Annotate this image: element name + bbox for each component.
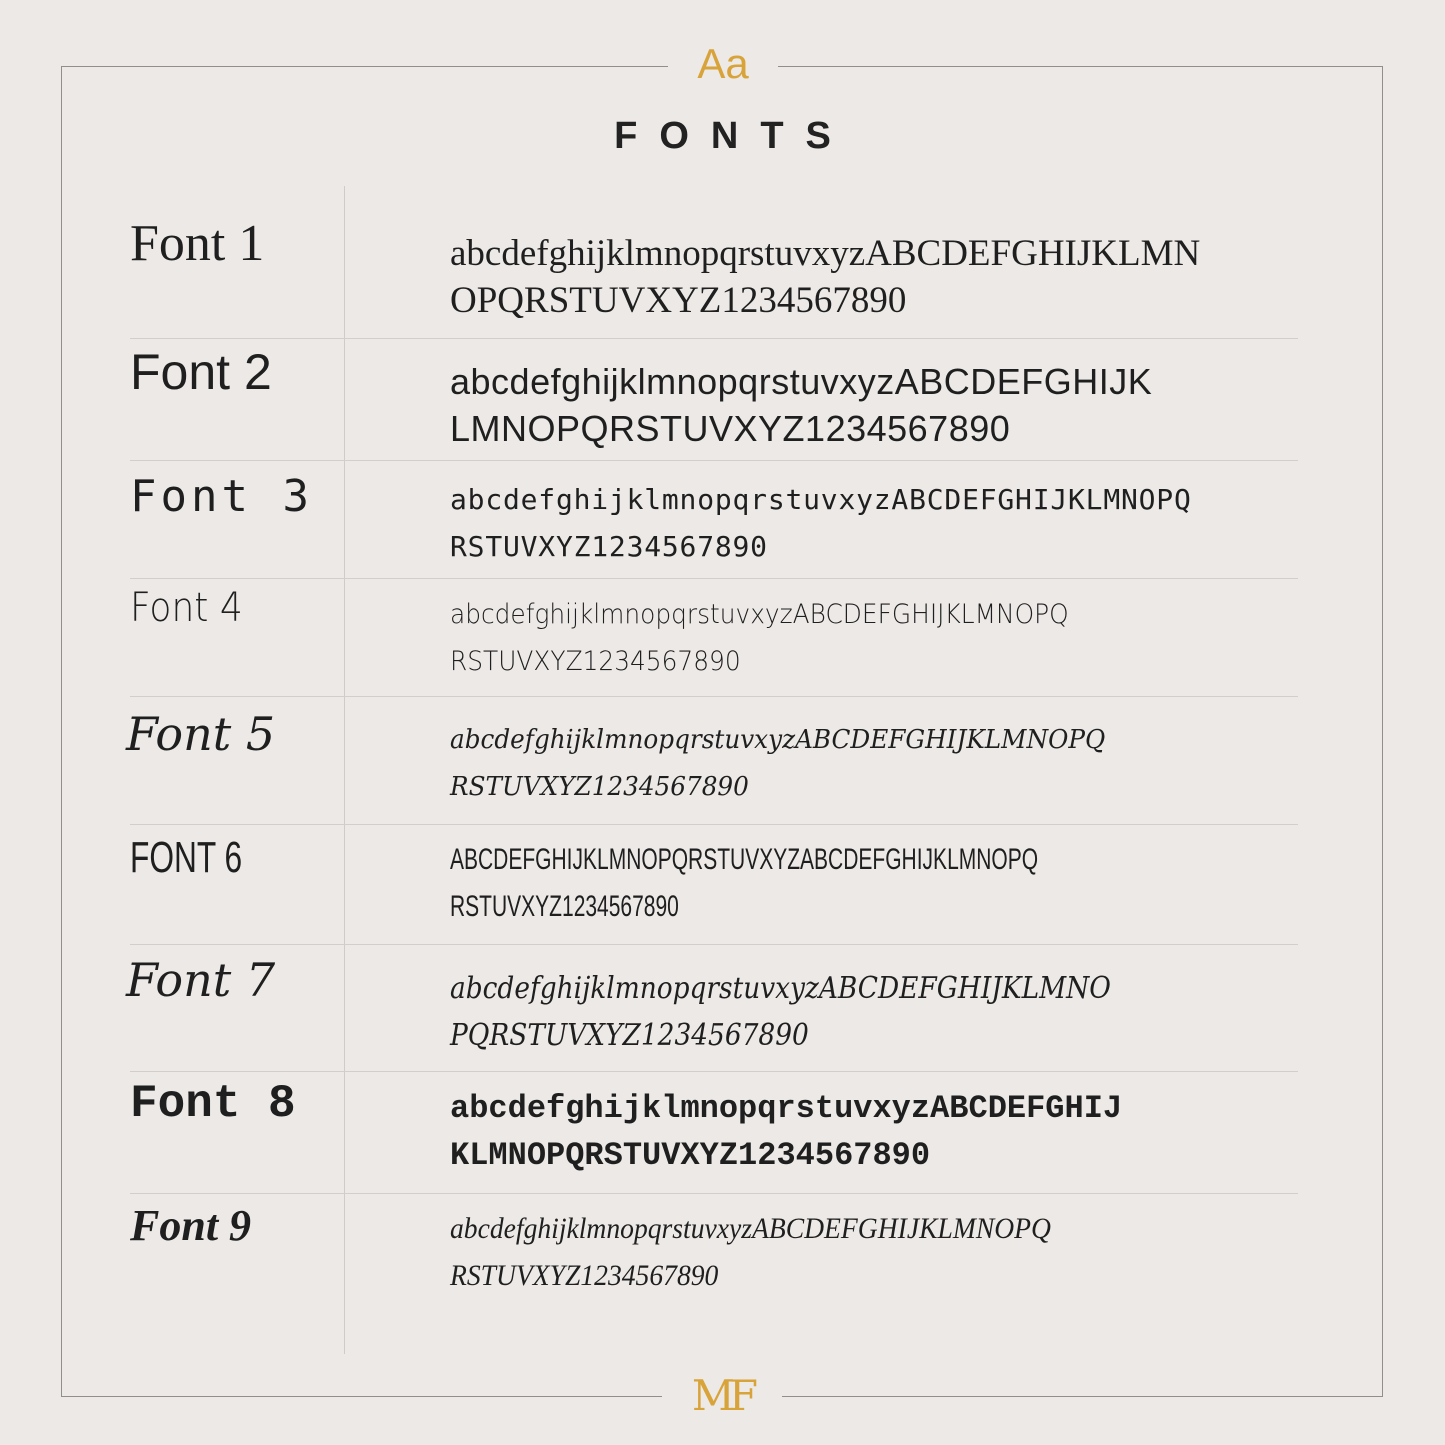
sample-line-2: KLMNOPQRSTUVXYZ1234567890 <box>450 1137 931 1174</box>
font-sample <box>450 483 1300 577</box>
sample-line-2: RSTUVXYZ1234567890 <box>450 1259 719 1292</box>
sample-line-2: RSTUVXYZ1234567890 <box>450 530 768 563</box>
font-sample <box>450 725 1258 819</box>
font-name: Font 4 <box>130 585 243 631</box>
font-sample <box>450 361 1300 455</box>
font-name: Font 8 <box>130 1078 296 1130</box>
font-name: Font 9 <box>130 1201 252 1250</box>
font-sample <box>450 599 1232 693</box>
font-name: FONT 6 <box>130 833 243 882</box>
font-sample <box>450 232 1300 326</box>
font-sample <box>450 843 1045 937</box>
font-name: Font 2 <box>130 344 272 400</box>
font-name: Font 7 <box>126 953 276 1007</box>
font-name: Font 1 <box>130 215 265 272</box>
sample-line-2: RSTUVXYZ1234567890 <box>450 890 679 923</box>
sample-line-1: abcdefghijklmnopqrstuvxyzABCDEFGHIJKLMN <box>450 233 1201 274</box>
font-row-6 <box>130 825 1298 945</box>
sample-line-1: abcdefghijklmnopqrstuvxyzABCDEFGHIJK <box>450 361 1153 402</box>
font-row-2 <box>130 339 1298 461</box>
sample-line-2: PQRSTUVXYZ1234567890 <box>450 1018 809 1053</box>
sample-line-1: abcdefghijklmnopqrstuvxyzABCDEFGHIJKLMNOPQ <box>450 599 1069 630</box>
page-title: FONTS <box>614 115 853 157</box>
sample-line-1: abcdefghijklmnopqrstuvxyzABCDEFGHIJKLMNOPQ <box>450 725 1106 755</box>
sample-line-2: OPQRSTUVXYZ1234567890 <box>450 280 907 321</box>
font-sample <box>450 971 1198 1065</box>
aa-logo-icon: Aa <box>668 36 778 92</box>
font-row-9 <box>130 1194 1298 1354</box>
mf-logo-icon: MF <box>662 1368 782 1424</box>
sample-line-1: abcdefghijklmnopqrstuvxyzABCDEFGHIJ <box>450 1090 1123 1127</box>
font-row-3 <box>130 461 1298 579</box>
font-row-1 <box>130 186 1298 339</box>
font-sample <box>450 1090 1300 1184</box>
font-row-4 <box>130 579 1298 697</box>
sample-line-1: abcdefghijklmnopqrstuvxyzABCDEFGHIJKLMNO <box>450 971 1111 1006</box>
font-name: Font 5 <box>126 707 276 761</box>
sample-line-2: RSTUVXYZ1234567890 <box>450 646 741 677</box>
font-name: Font 3 <box>130 471 313 522</box>
sample-line-1: abcdefghijklmnopqrstuvxyzABCDEFGHIJKLMNOPQ <box>450 483 1192 516</box>
sample-line-1: abcdefghijklmnopqrstuvxyzABCDEFGHIJKLMNOPQ <box>450 1212 1051 1245</box>
font-sample <box>450 1212 1232 1306</box>
sample-line-1: ABCDEFGHIJKLMNOPQRSTUVXYZABCDEFGHIJKLMNOPQ <box>450 843 1039 876</box>
sample-line-2: LMNOPQRSTUVXYZ1234567890 <box>450 408 1011 449</box>
font-row-7 <box>126 945 1298 1072</box>
sample-line-2: RSTUVXYZ1234567890 <box>450 772 749 802</box>
font-row-8 <box>130 1072 1298 1194</box>
font-row-5 <box>126 697 1298 825</box>
